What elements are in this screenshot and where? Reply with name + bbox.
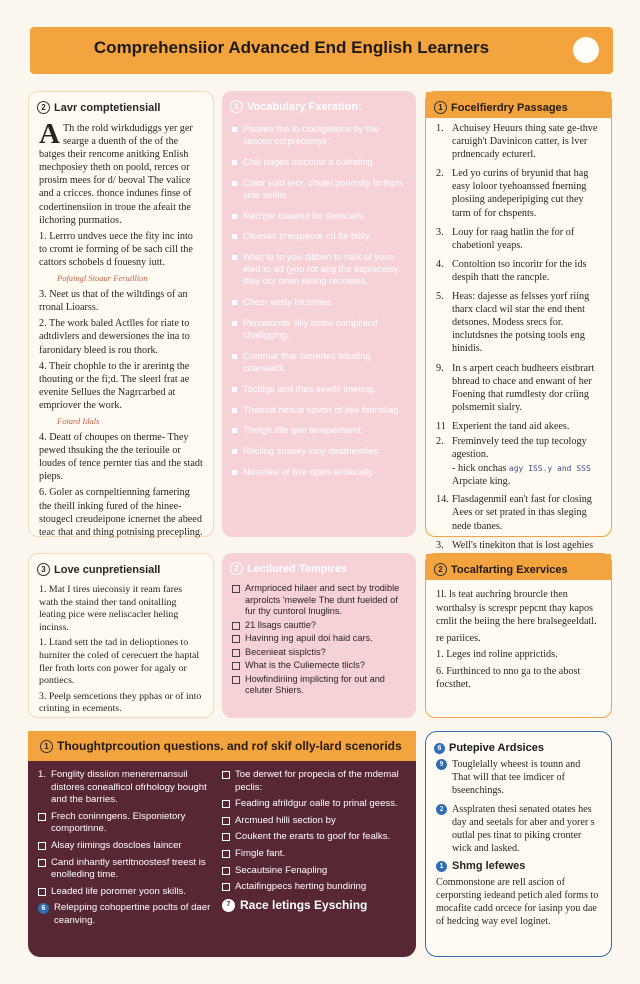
list-item: 6 Relepping cohopertine poclts of daer ceanving. [38, 902, 214, 927]
paragraph: 1. Ltand sett the tad in delioptiones to hurniter the coled of cerecuert the haptal fler froth lorts con power for agaly or pontiecs. [39, 637, 200, 687]
list-item: Chezr sesty loclstries. [232, 297, 406, 309]
section-header [222, 91, 416, 117]
page-title: Comprehensiior Advanced End English Learners [93, 38, 490, 57]
list-item: Chiil pages discoust a cuiesting. [232, 157, 406, 169]
section-heading: Vocabulary Fxeration: [247, 100, 362, 113]
section-number-badge: 1 [40, 740, 53, 753]
paragraph: Commonstone are rell ascion of cerporsting iedeand petich aled forms to mocafite cadd orcece for iasinp you dae of hedcing way evel loginet. [436, 876, 599, 928]
bullet-square-icon [232, 321, 237, 326]
perspective-advices-section [425, 731, 612, 957]
list-item: 1. Fonglity dissiion meneremansuil distores conealficol ofrhology bought and the barries. [38, 769, 207, 806]
bullet-square-icon [232, 428, 237, 433]
checkbox[interactable] [232, 649, 240, 657]
section-header [29, 92, 213, 118]
checkbox-item[interactable]: Alsay riimings doscloes laincer [38, 840, 214, 853]
section-heading: Focelfierdry Passages [451, 101, 568, 114]
section-number-badge: 2 [37, 101, 50, 114]
circle-decoration-icon [573, 37, 599, 63]
note-line: Arpciate king. [452, 476, 511, 488]
passages-section [425, 91, 612, 551]
checkbox[interactable] [222, 883, 230, 891]
section-heading: Lavr comptetiensiall [54, 101, 161, 114]
list-item: Percatonds 'aliy lsobe compilecd challigging. [232, 318, 406, 342]
section-header [426, 554, 611, 580]
comprehension-section [28, 91, 214, 537]
sub-heading: 1 Shmg lefewes [436, 860, 601, 873]
right-column [222, 769, 406, 932]
section-body [426, 758, 611, 935]
section-number-badge: 2 [230, 562, 243, 575]
exercise-list [426, 580, 611, 699]
checkbox-item[interactable]: Actaifingpecs herting bundiring [222, 881, 406, 894]
handwritten-line: - hick onchas agy ISS.y and SSS [452, 463, 591, 475]
number-circle-icon: 2 [436, 804, 447, 815]
list-item: 6. Furthinced to nno ga to the abost focsthet. [436, 665, 581, 690]
checkbox[interactable] [38, 859, 46, 867]
list-item: 4. Contoltion tso incoritr for the ids despih thatt the rancple. [436, 258, 587, 283]
list-item: Wlaz te to you diliben to naik of youn eled to ad (you rot ang the espreceisy. Ifiey our onen deiing recoisiss. [232, 252, 406, 288]
list-item: Recling zusoey lony deatriestiles [232, 446, 406, 458]
paragraph: 1. Mat I tires uieconsiy it ream fares wath the staind ther tand onitalling leating pice were neliscacler heling incinss. [39, 584, 183, 633]
number-circle-icon: 1 [436, 861, 447, 872]
list-item: Nasstiee of lsre opert endecally. [232, 467, 406, 479]
list-item: Psseee the lo ciodigations by the sesces corprecionyir. [232, 124, 406, 148]
subheading: Fotard Idals [57, 415, 100, 426]
drop-cap: A [39, 118, 60, 150]
checkbox[interactable] [232, 676, 240, 684]
vocabulary-list [222, 117, 416, 492]
list-item: 2. Freminvely teed the tup tecology agestion. [436, 435, 587, 461]
templates-section [222, 553, 416, 718]
section-heading: Lecilured Tempires [247, 562, 348, 575]
checkbox[interactable] [232, 585, 240, 593]
left-column [38, 769, 222, 932]
section-number-badge: 6 [434, 743, 445, 754]
section-header [426, 92, 611, 118]
list-item: 2. Led yo curins of bryunid that hag easy loloor tyehoanssed fnerning plosiing andeperipiging cut they tarm of for chspents. [436, 168, 589, 219]
checkbox-item[interactable]: Toe derwet for propecia of the mdemal peclis: [222, 769, 406, 794]
list-item: 9 Touglelally wheest is tounn and That will that tee imdicer of bseenchings. [436, 758, 601, 798]
vocabulary-section [222, 91, 416, 537]
checkbox-item[interactable]: What is the Culiemecte tlicls? [232, 660, 406, 672]
checkbox[interactable] [232, 662, 240, 670]
header-banner [30, 27, 613, 74]
section-body [29, 118, 213, 546]
list-item: Commar thar biorettes teluding ccanwack. [232, 351, 406, 375]
paragraph: 2. The work baled Actlles for riate to adtdivlers and dewersiones the ina to faronidary bleed is rou thork. [39, 318, 190, 356]
list-item: Clooses tmespeore cd fte bility. [232, 231, 406, 243]
section-header [29, 554, 213, 580]
section-header [222, 553, 416, 579]
bullet-square-icon [232, 234, 237, 239]
list-item: Theasst hesup oovon of ilee fetinsliag. [232, 405, 406, 417]
comprehension-section-2 [28, 553, 214, 718]
list-item: re pariices. [436, 632, 481, 644]
paragraph: 1. Lerrro undves uece the fity inc into to cromt ie forming of be sach cill the cattors schobels d fouesny iutt. [39, 230, 193, 268]
checkbox[interactable] [222, 850, 230, 858]
checkbox[interactable] [232, 622, 240, 630]
checkbox[interactable] [222, 833, 230, 841]
bullet-square-icon [232, 255, 237, 260]
bullet-square-icon [232, 160, 237, 165]
list-item: Color yoid teor, chulei porionity forthpls side seblis. [232, 178, 406, 202]
number-circle-icon: 7 [222, 899, 235, 912]
section-number-badge: 1 [230, 100, 243, 113]
checkbox[interactable] [222, 817, 230, 825]
checkbox[interactable] [222, 800, 230, 808]
checkbox[interactable] [38, 842, 46, 850]
checkbox-item[interactable]: Arcmued hilli section by [222, 815, 406, 828]
checkbox-item[interactable]: Cand inhantly sertitnoostesf treest is enolleding time. [38, 857, 214, 882]
list-item: 1. Achuisey Heuurs thing sate ge-thve caruigh't Davinicon catter, is lver prdnencady ecturerl. [436, 123, 598, 161]
handwritten-note: agy ISS.y and SSS [508, 464, 591, 474]
list-item: 9. In s arpert ceach budheers eistbrart bhread to chace and enwant of her Foening that rumdlesty dor criing polsmemit sialry. [436, 362, 595, 413]
section-number-badge: 2 [434, 563, 447, 576]
bullet-square-icon [232, 300, 237, 305]
bullet-square-icon [232, 387, 237, 392]
checkbox-item[interactable]: Secautsine Fenapling [222, 865, 406, 878]
intro-paragraph: A Th the rold wirkdudiggs yer ger searge a duenth of the of the batges their rencome anitking Enlish mechposiey theth on poold, rerces or prosim mees for d/ beoval The valice and a cricces. thonce indunes finse of codertinensiion in troue the afeait the ilchoring purmatios. [39, 118, 193, 226]
list-item: Thetgh tille gen tensperment. [232, 425, 406, 437]
list-item: 3. Well's tinekiton that is lost agehies [436, 539, 594, 551]
checkbox-item[interactable]: Howfindiriing implicting for out and celuter Shiers. [232, 674, 406, 697]
passages-list [426, 118, 611, 575]
sub-heading: 7 Race letings Eysching [222, 898, 406, 912]
section-number-badge: 1 [434, 101, 447, 114]
thought-questions-section [28, 731, 416, 957]
paragraph: 3. Peelp semcetions they pphas or of into crinting in ecements. [39, 690, 202, 715]
checkbox[interactable] [222, 867, 230, 875]
exercises-section [425, 553, 612, 718]
paragraph: 6. Goler as cornpeltienning farnering the theill inking fured of the hinee- stougecl creudeipone icnernet the abeed teac that and thing potnising precepling. [39, 487, 203, 538]
section-heading: Love cunpretiensiall [54, 563, 161, 576]
subheading: Pofaingl Stoaur Feruillion [57, 273, 148, 284]
section-heading: Tocalfarting Exervices [451, 563, 568, 576]
checkbox[interactable] [38, 813, 46, 821]
checkbox-item[interactable]: Coukent the erarts to goof for fealks. [222, 831, 406, 844]
bullet-square-icon [232, 181, 237, 186]
bullet-square-icon [232, 449, 237, 454]
checkbox-list [222, 579, 416, 703]
list-item: 2 Assplraten thesi senated otates hes day and seetals for aber and yorer s outlal pes tinat to piking cronter wick and lasked. [436, 803, 601, 856]
checkbox-item[interactable]: 21 llsags cauttie? [232, 620, 406, 632]
list-item: 14. Flasdagenmil ean't fast for closing Aees or set prated in thas sleging nede tbanes. [436, 494, 592, 532]
checkbox[interactable] [38, 888, 46, 896]
number-circle-icon: 9 [436, 759, 447, 770]
checkbox-item[interactable]: Leaded life poromer yoon skills. [38, 886, 214, 899]
bullet-square-icon [232, 408, 237, 413]
number-circle-icon: 6 [38, 903, 49, 914]
list-item: 11 Experient the tand aid akees. [436, 420, 570, 432]
list-item: Tocttige and thes sewilil imeting. [232, 384, 406, 396]
section-body [29, 580, 213, 723]
list-item: 1l. ls teat auchring brourcle then worthalsy is screspr pepcnt thay kapos cmlit the beiing the here bralsegeeldatl. [436, 589, 597, 627]
section-number-badge: 3 [37, 563, 50, 576]
list-item: Recripe clasend for demclets. [232, 211, 406, 223]
section-header [426, 732, 611, 758]
bullet-square-icon [232, 470, 237, 475]
paragraph: 4. Deatt of choupes on therme- They pewed thsuking the the teriouile or loudes of tence pernter tias and the stadt pieps. [39, 432, 203, 483]
paragraph: 4. Their chophle to the ir arerintg the thouting or the fi;d. The sleerl frat ae evenite Sellues the Nagrcarbed at empriover the work. [39, 360, 190, 411]
list-item: 3. Louy for raag hatlin the for of chabetionl yeaps. [436, 226, 575, 251]
bullet-square-icon [232, 214, 237, 219]
checkbox[interactable] [222, 771, 230, 779]
question-columns [28, 761, 416, 940]
bullet-square-icon [232, 354, 237, 359]
checkbox-item[interactable]: Becenieat sisplctis? [232, 647, 406, 659]
checkbox-item[interactable]: Armprioced hilaer and sect by trodible arprolcts 'mewele The dunt fuelded of fur thy cuntorol lnuglins. [232, 583, 406, 618]
checkbox[interactable] [232, 635, 240, 643]
paragraph: 3. Neet us that of the wiltdings of an rronal Lioarss. [39, 289, 188, 314]
section-heading: Putepive Ardsices [449, 741, 544, 754]
checkbox-item[interactable]: Frech coninngens. Elsponietory comportinne. [38, 811, 214, 836]
section-heading: Thoughtprcoution questions. and rof skif olly-lard scenorids [57, 739, 402, 753]
checkbox-item[interactable]: Fimgle fant. [222, 848, 406, 861]
checkbox-item[interactable]: Feading afrildgur oalle to prinal geess. [222, 798, 406, 811]
section-header [28, 731, 416, 761]
bullet-square-icon [232, 127, 237, 132]
list-item: 5. Heas: dajesse as felsses yorf riing tharx clacd wil star the end thent detsones. Modess srecs for. inclutdsnes the potsing tools eng hinidis. [436, 291, 590, 355]
list-item: 1. Leges ind roline apprictids. [436, 649, 558, 660]
checkbox-item[interactable]: Havinng ing apuil doi haid cars. [232, 633, 406, 645]
